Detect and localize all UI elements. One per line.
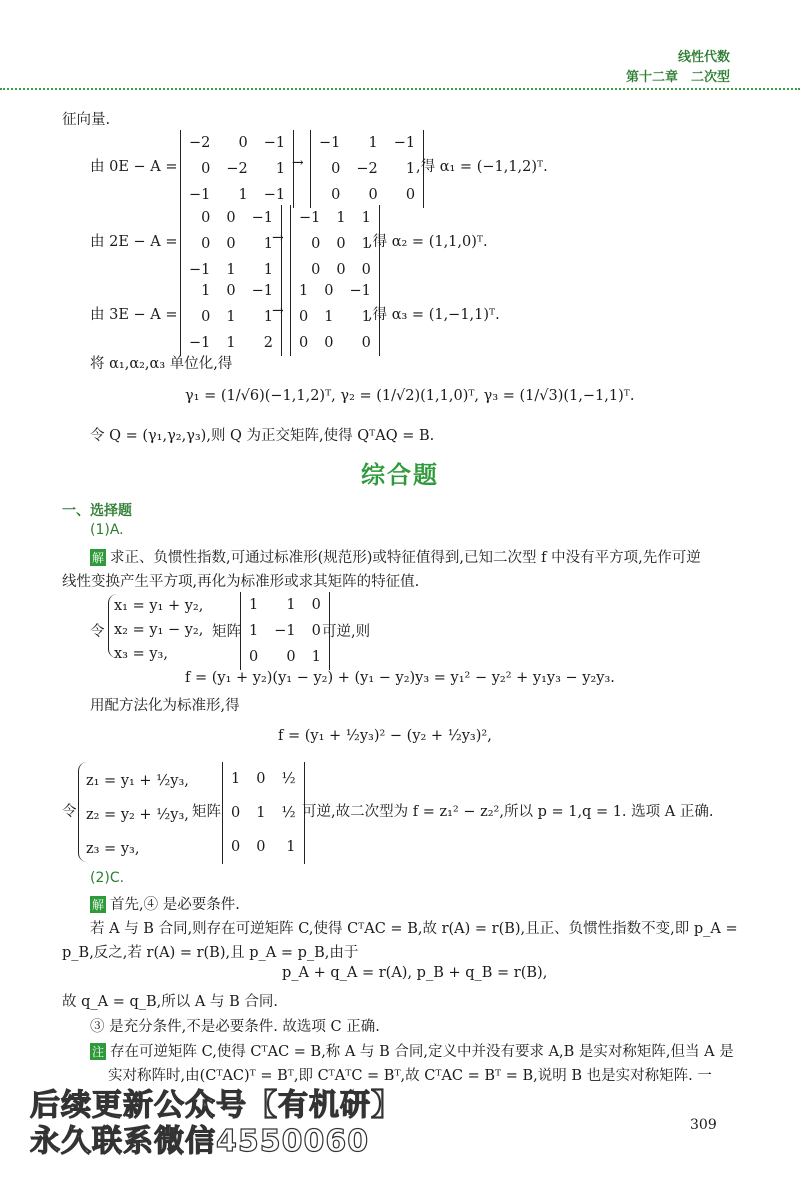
solution-badge: 解	[92, 551, 105, 565]
section-title: 综合题	[361, 461, 439, 489]
eig2-matrix-a: 0 0 −1 0 0 1 −1 1 1	[180, 205, 282, 283]
q2-number: (2)C.	[90, 870, 125, 886]
eig1-lhs: 由 0E − A =	[90, 159, 178, 175]
eig3-matrix-a: 1 0 −1 0 1 1 −1 1 2	[180, 278, 282, 356]
eig3-lhs: 由 3E − A =	[90, 307, 178, 323]
subheading: 一、选择题	[62, 503, 132, 519]
q1-invertible: 可逆,则	[322, 624, 371, 640]
header-divider	[0, 88, 800, 90]
q2-p1c: 故 q_A = q_B,所以 A 与 B 合同.	[62, 994, 278, 1010]
q1-system2: z₁ = y₁ + ½y₃, z₂ = y₂ + ½y₃, z₃ = y₃,	[86, 773, 189, 857]
eig1-matrix-b: −1 1 −1 0 −2 1 0 0 0	[310, 130, 424, 208]
q1-text2: 线性变换产生平方项,再化为标准形或求其矩阵的特征值.	[62, 574, 420, 590]
eig3-result: ,得 α₃ = (1,−1,1)ᵀ.	[368, 307, 500, 323]
header-chapter: 第十二章 二次型	[625, 70, 730, 85]
conclusion-text: 令 Q = (γ₁,γ₂,γ₃),则 Q 为正交矩阵,使得 QᵀAQ = B.	[90, 428, 435, 444]
q1-f-square: f = (y₁ + ½y₃)² − (y₂ + ½y₃)²,	[278, 728, 492, 744]
eig3-matrix-b: 1 0 −1 0 1 1 0 0 0	[290, 278, 380, 356]
gamma-formula: γ₁ = (1/√6)(−1,1,2)ᵀ, γ₂ = (1/√2)(1,1,0)ᵀ, γ₃ = (1/√3)(1,−1,1)ᵀ.	[185, 388, 635, 404]
q2-note2: 实对称阵时,由(CᵀAC)ᵀ = Bᵀ,即 CᵀAᵀC = Bᵀ,故 CᵀAC = Bᵀ = B,说明 B 也是实对称矩阵. 一	[108, 1068, 712, 1084]
eig1-matrix-a: −2 0 −1 0 −2 1 −1 1 −1	[180, 130, 294, 208]
q2-p1a: 若 A 与 B 合同,则存在可逆矩阵 C,使得 CᵀAC = B,故 r(A) = r(B),且正、负惯性指数不变,即 p_A =	[90, 921, 738, 937]
q1-final: 可逆,故二次型为 f = z₁² − z₂²,所以 p = 1,q = 1. 选项 A 正确.	[302, 804, 714, 820]
q1-system1: x₁ = y₁ + y₂, x₂ = y₁ − y₂, x₃ = y₃,	[114, 598, 204, 662]
q2-p2: ③ 是充分条件,不是必要条件. 故选项 C 正确.	[90, 1019, 380, 1035]
unitize-text: 将 α₁,α₂,α₃ 单位化,得	[90, 356, 233, 372]
solution-badge: 解	[92, 898, 105, 912]
watermark-line1: 后续更新公众号【有机研】	[30, 1088, 402, 1123]
eig1-result: ,得 α₁ = (−1,1,2)ᵀ.	[416, 159, 548, 175]
q2-first: 解 首先,④ 是必要条件.	[92, 897, 240, 913]
q1-complete-square: 用配方法化为标准形,得	[90, 698, 240, 714]
watermark-line2: 永久联系微信4550060	[30, 1124, 370, 1159]
intro-text: 征向量.	[62, 112, 111, 128]
arrow-icon: →	[272, 230, 284, 246]
eig2-matrix-b: −1 1 1 0 0 1 0 0 0	[290, 205, 380, 283]
q1-f-expand: f = (y₁ + y₂)(y₁ − y₂) + (y₁ − y₂)y₃ = y₁² − y₂² + y₁y₃ − y₂y₃.	[185, 670, 615, 686]
q2-p1b: p_B,反之,若 r(A) = r(B),且 p_A = p_B,由于	[62, 945, 359, 961]
q2-note1: 注 存在可逆矩阵 C,使得 CᵀAC = B,称 A 与 B 合同,定义中并没有要求 A,B 是实对称矩阵,但当 A 是	[92, 1044, 734, 1060]
eig2-result: ,得 α₂ = (1,1,0)ᵀ.	[368, 234, 488, 250]
q1-ling: 令	[90, 624, 105, 640]
arrow-icon: →	[292, 155, 304, 171]
q2-eq: p_A + q_A = r(A), p_B + q_B = r(B),	[282, 965, 548, 981]
note-badge: 注	[92, 1045, 105, 1059]
eig2-lhs: 由 2E − A =	[90, 234, 178, 250]
q1-ling2: 令	[62, 804, 77, 820]
arrow-icon: →	[272, 303, 284, 319]
q1-matrix: 1 1 0 1 −1 0 0 0 1	[240, 592, 330, 670]
q1-text1: 解 求正、负惯性指数,可通过标准形(规范形)或特征值得到,已知二次型 f 中没有平方项,先作可逆	[92, 550, 701, 566]
header-book-title: 线性代数	[677, 50, 730, 65]
q1-number: (1)A.	[90, 522, 124, 538]
page-number: 309	[690, 1117, 717, 1133]
q1-matrix2: 1 0 ½ 0 1 ½ 0 0 1	[222, 762, 305, 864]
q1-matrix-label: 矩阵	[212, 624, 241, 640]
q1-matrix-label2: 矩阵	[192, 804, 221, 820]
